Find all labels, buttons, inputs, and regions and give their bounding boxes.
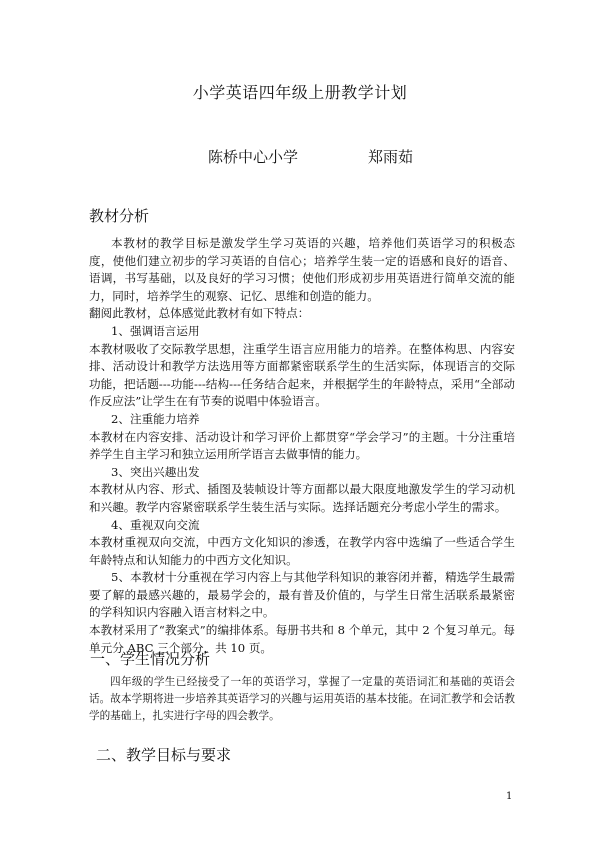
textbook-analysis-body (89, 235, 515, 657)
paragraph: 5、本教材十分重视在学习内容上与其他学科知识的兼容闭并蓄，精选学生最需要了解的最感兴趣的，最易学会的，最有普及价值的，与学生日常生活联系最紧密的学科知识内容融入语言材料之中。 (89, 570, 515, 620)
paragraph: 本教材吸收了交际教学思想，注重学生语言应用能力的培养。在整体构思、内容安排、活动设计和教学方法选用等方面都紧密联系学生的生活实际，体现语言的交际功能，把话题---功能---结构---任务结合起来，并根据学生的年龄特点，采用“全部动作反应法”让学生在有节奏的说唱中体验语言。 (89, 341, 515, 409)
section-heading-textbook-analysis: 教材分析 (89, 207, 150, 225)
paragraph: 本教材重视双向交流，中西方文化知识的渗透，在教学内容中选编了一些适合学生年龄特点和认知能力的中西方文化知识。 (89, 535, 515, 567)
paragraph: 翻阅此教材，总体感觉此教材有如下特点： (89, 306, 310, 321)
page-number: 1 (506, 791, 513, 802)
section-heading-student-analysis: 一、学生情况分析 (90, 650, 211, 668)
school-name: 陈桥中心小学 (208, 148, 299, 166)
paragraph: 本教材的教学目标是激发学生学习英语的兴趣，培养他们英语学习的积极态度，使他们建立初步的学习英语的自信心；培养学生装一定的语感和良好的语音、语调，书写基础，以及良好的学习习惯；使他们形成初步用英语进行简单交流的能力，同时，培养学生的观察、记忆、思维和创造的能力。 (89, 236, 515, 303)
paragraph: 本教材在内容安排、活动设计和学习评价上都贯穿“学会学习”的主题。十分注重培养学生自主学习和独立运用所学语言去做事情的能力。 (89, 429, 515, 462)
section-heading-goals: 二、教学目标与要求 (96, 746, 232, 764)
document-title: 小学英语四年级上册教学计划 (192, 83, 408, 102)
student-analysis-paragraph: 四年级的学生已经接受了一年的英语学习，掌握了一定量的英语词汇和基础的英语会话。故本学期将进一步培养其英语学习的兴趣与运用英语的基本技能。在词汇教学和会话教学的基础上，扎实进行字母的四会教学。 (89, 676, 515, 722)
paragraph: 本教材从内容、形式、插图及装帧设计等方面都以最大限度地激发学生的学习动机和兴趣。教学内容紧密联系学生装生活与实际。选择话题充分考虑小学生的需求。 (89, 482, 515, 514)
paragraph: 本教材采用了“教案式”的编排体系。每册书共和 8 个单元，其中 2 个复习单元。每单元分 ABC 三个部分，共 10 页。 (89, 623, 515, 655)
feature-heading: 1、强调语言运用 (111, 323, 200, 338)
feature-heading: 3、突出兴趣出发 (111, 464, 200, 479)
teacher-name: 郑雨茹 (368, 148, 414, 166)
feature-heading: 2、注重能力培养 (111, 411, 200, 426)
feature-heading: 4、重视双向交流 (111, 517, 200, 532)
